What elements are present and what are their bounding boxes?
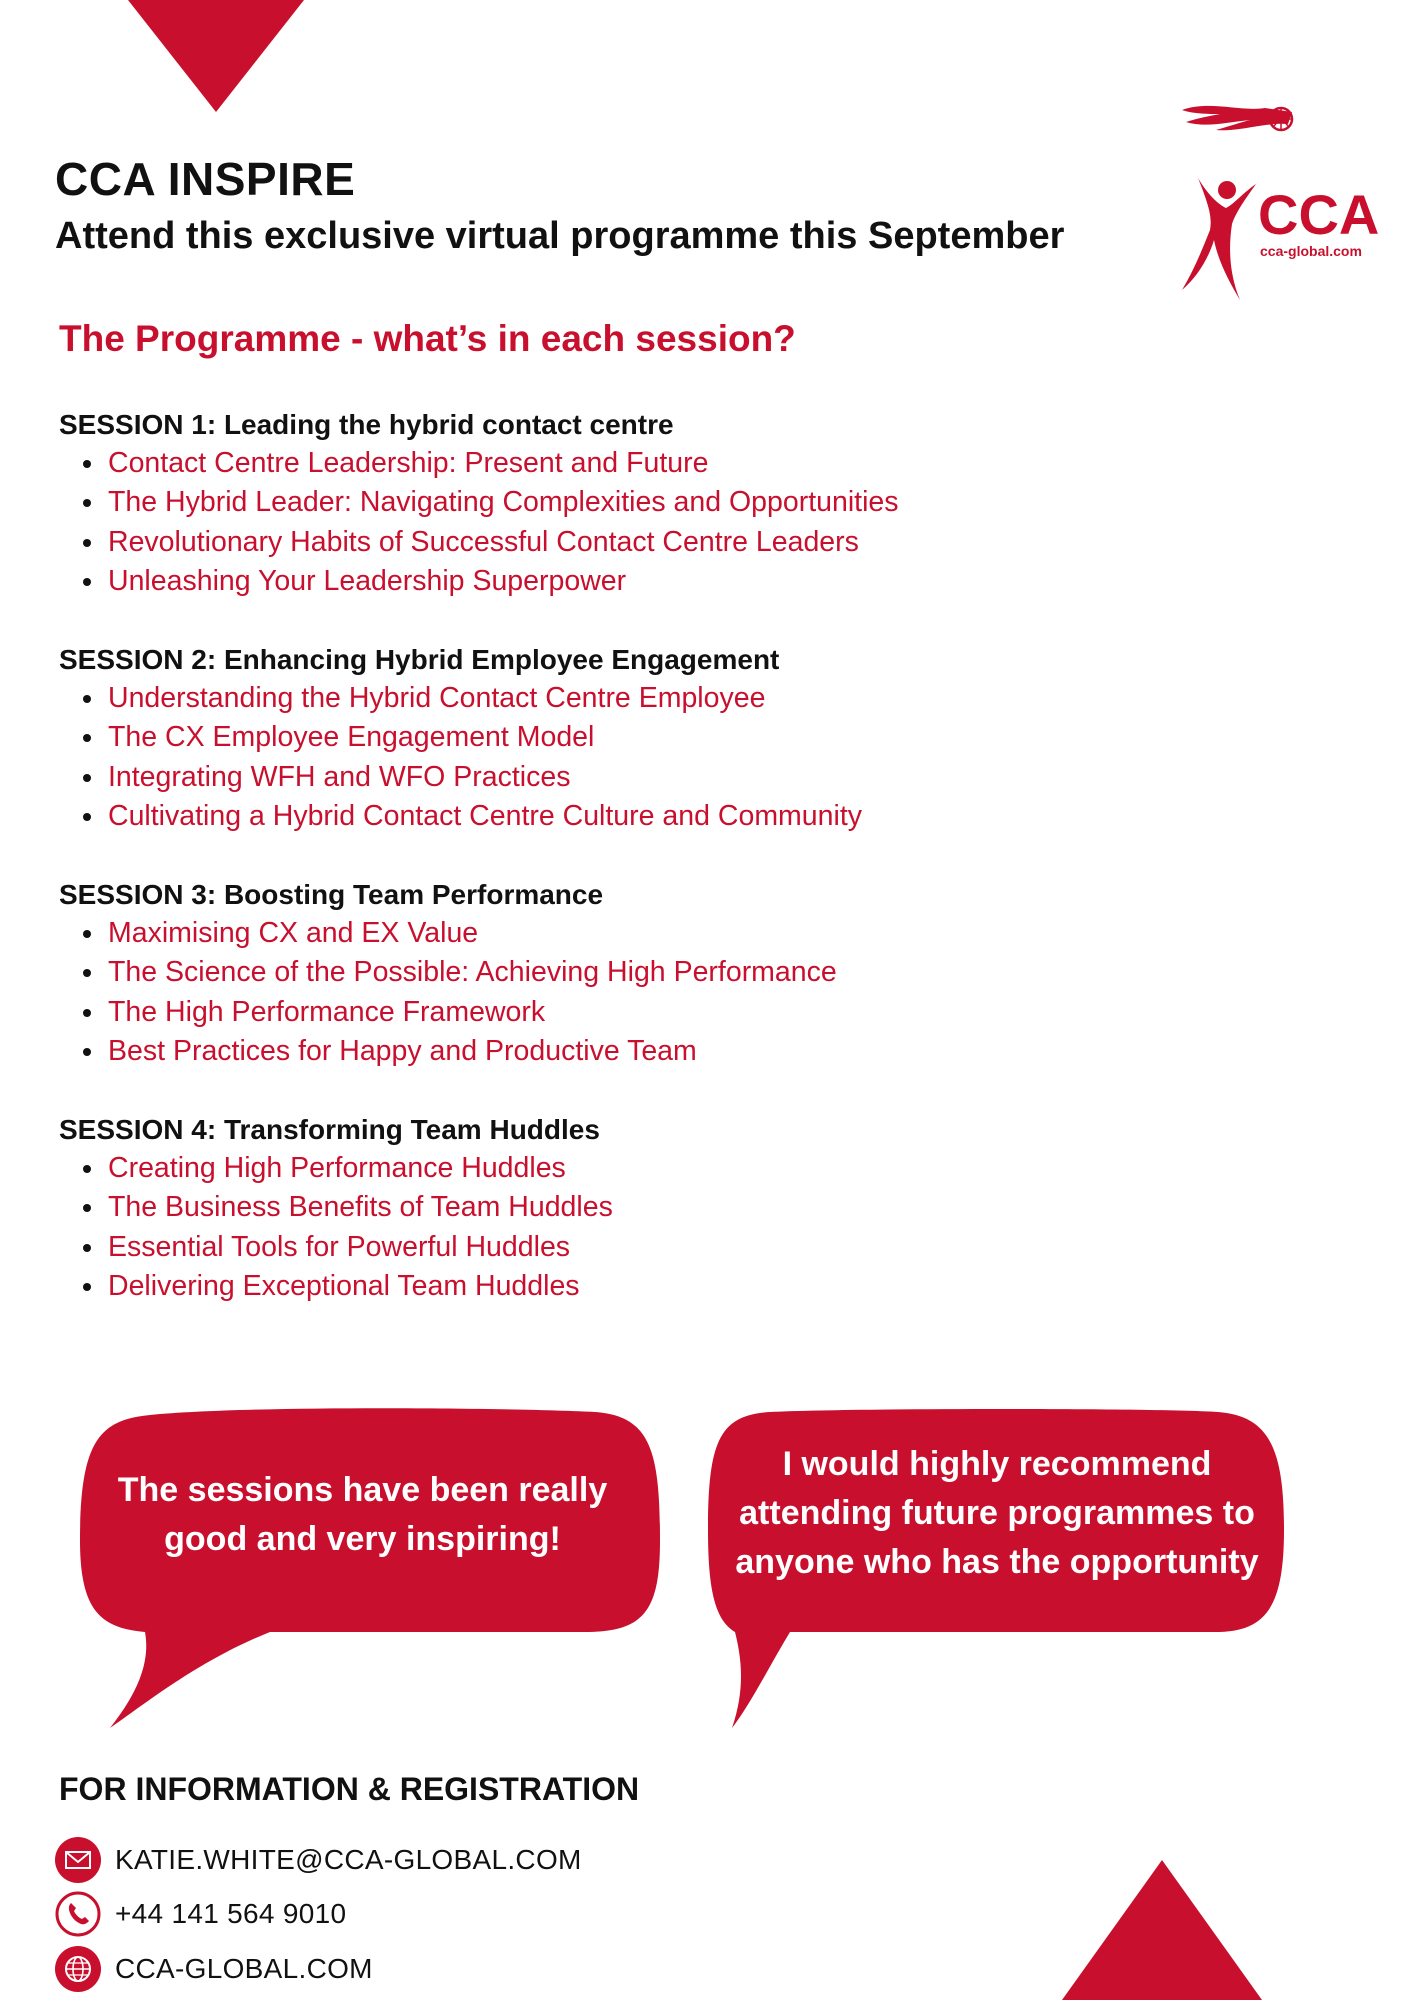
session-topic: Contact Centre Leadership: Present and Future xyxy=(108,444,1259,483)
quote-line: good and very inspiring! xyxy=(164,1520,561,1558)
quote-line: I would highly recommend xyxy=(782,1445,1212,1483)
contact-website[interactable] xyxy=(55,1946,373,1992)
session-topic: Maximising CX and EX Value xyxy=(108,914,1259,953)
session-topic: Integrating WFH and WFO Practices xyxy=(108,758,1259,797)
session-title: SESSION 1: Leading the hybrid contact centre xyxy=(59,409,674,440)
page-subtitle: Attend this exclusive virtual programme this September xyxy=(55,215,1065,257)
website-link[interactable]: CCA-GLOBAL.COM xyxy=(115,1953,373,1984)
speech-bubble-left xyxy=(80,1408,660,1728)
contact-phone[interactable] xyxy=(55,1891,346,1937)
email-icon xyxy=(55,1837,101,1883)
quote-line: attending future programmes to xyxy=(739,1494,1255,1532)
quote-line: anyone who has the opportunity xyxy=(735,1543,1259,1581)
session-topic: The Science of the Possible: Achieving High Performance xyxy=(108,953,1259,992)
email-link[interactable]: KATIE.WHITE@CCA-GLOBAL.COM xyxy=(115,1844,582,1875)
session-topic: Unleashing Your Leadership Superpower xyxy=(108,562,1259,601)
testimonial-quote-2 xyxy=(712,1440,1282,1587)
session-topic: Cultivating a Hybrid Contact Centre Culture and Community xyxy=(108,797,1259,836)
session-topic: Creating High Performance Huddles xyxy=(108,1149,1259,1188)
session-topic: Best Practices for Happy and Productive Team xyxy=(108,1032,1259,1071)
session-title: SESSION 2: Enhancing Hybrid Employee Engagement xyxy=(59,644,780,675)
phone-number[interactable]: +44 141 564 9010 xyxy=(115,1898,347,1929)
info-heading: FOR INFORMATION & REGISTRATION xyxy=(59,1771,640,1807)
logo-url-text: cca-global.com xyxy=(1260,243,1362,259)
testimonial-quote-1 xyxy=(90,1466,635,1564)
session-title: SESSION 3: Boosting Team Performance xyxy=(59,879,604,910)
programme-heading: The Programme - what’s in each session? xyxy=(59,318,796,359)
contact-email[interactable] xyxy=(55,1837,582,1883)
session-topic: The Hybrid Leader: Navigating Complexities and Opportunities xyxy=(108,483,1259,522)
session-topic: The Business Benefits of Team Huddles xyxy=(108,1188,1259,1227)
globe-icon xyxy=(55,1946,101,1992)
quote-line: The sessions have been really xyxy=(117,1471,608,1509)
session-topic: Understanding the Hybrid Contact Centre Employee xyxy=(108,679,1259,718)
logo-brand-text: CCA xyxy=(1258,183,1380,246)
session-topic: Revolutionary Habits of Successful Contact Centre Leaders xyxy=(108,523,1259,562)
session-topic: Essential Tools for Powerful Huddles xyxy=(108,1228,1259,1267)
session-topic: The High Performance Framework xyxy=(108,993,1259,1032)
page-title: CCA INSPIRE xyxy=(55,153,356,205)
session-topic: Delivering Exceptional Team Huddles xyxy=(108,1267,1259,1306)
session-title: SESSION 4: Transforming Team Huddles xyxy=(59,1114,600,1145)
phone-icon xyxy=(55,1891,101,1937)
session-topic: The CX Employee Engagement Model xyxy=(108,718,1259,757)
